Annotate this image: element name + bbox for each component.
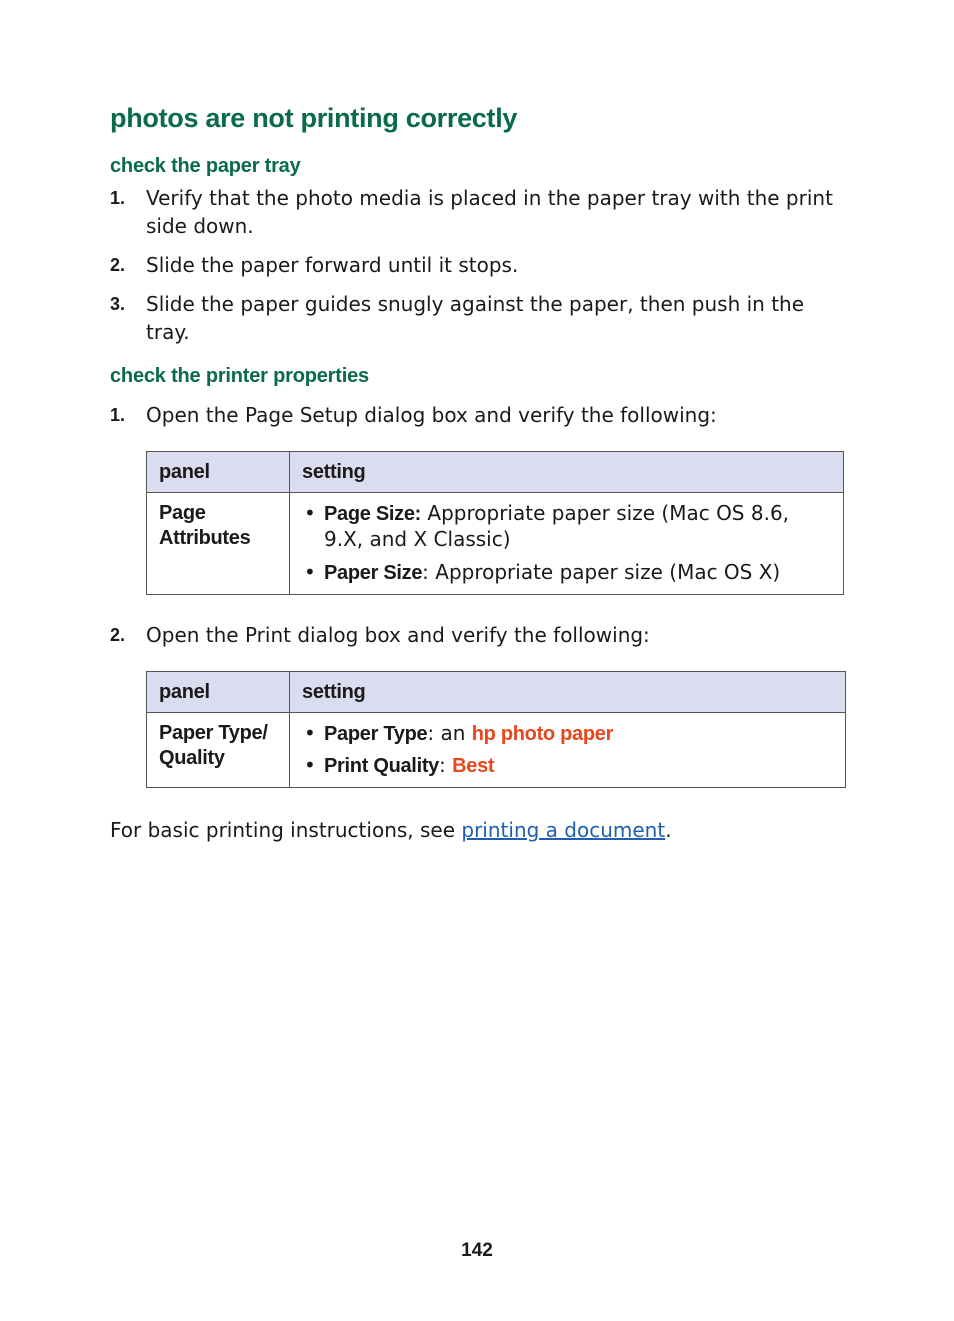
section-heading-printer-properties: check the printer properties xyxy=(110,365,369,387)
table-header-panel: panel xyxy=(147,452,290,493)
setting-term: Paper Type xyxy=(324,723,428,745)
printer-properties-step-2 xyxy=(110,621,846,649)
bullet-icon: • xyxy=(304,501,316,525)
step-text: Slide the paper guides snugly against the paper, then push in the tray. xyxy=(146,292,805,344)
step-text: Open the Print dialog box and verify the following: xyxy=(146,623,650,647)
table-row xyxy=(147,493,844,595)
step-text: Slide the paper forward until it stops. xyxy=(146,253,519,277)
list-item xyxy=(110,290,846,346)
paragraph-suffix: . xyxy=(665,818,672,842)
setting-separator: : an xyxy=(427,721,472,745)
setting-value: Best xyxy=(452,755,495,777)
list-item xyxy=(302,560,831,586)
paragraph-prefix: For basic printing instructions, see xyxy=(110,818,462,842)
panel-cell: Page Attributes xyxy=(147,493,290,595)
setting-bullets xyxy=(302,721,833,779)
page-content xyxy=(110,98,846,844)
list-item xyxy=(110,251,846,279)
bullet-icon: • xyxy=(304,560,316,584)
paper-tray-steps xyxy=(110,184,846,346)
bullet-icon: • xyxy=(304,753,316,777)
bullet-icon: • xyxy=(304,721,316,745)
print-settings-table xyxy=(146,671,846,788)
table-header-setting: setting xyxy=(290,672,846,713)
step-number: 3. xyxy=(110,294,126,314)
printer-properties-step-1 xyxy=(110,401,846,429)
list-item xyxy=(302,501,831,552)
table-row xyxy=(147,713,846,788)
setting-term: Page Size: xyxy=(324,503,422,525)
table-header-row xyxy=(147,672,846,713)
list-item xyxy=(110,621,846,649)
page-number: 142 xyxy=(461,1240,493,1261)
setting-text: Appropriate paper size (Mac OS 8.6, 9.X, and X Classic) xyxy=(324,501,790,551)
basic-instructions-paragraph xyxy=(110,816,846,844)
step-text: Verify that the photo media is placed in the paper tray with the print side down. xyxy=(146,186,833,238)
setting-term: Paper Size xyxy=(324,562,423,584)
list-item xyxy=(110,184,846,240)
page-setup-settings-table xyxy=(146,451,844,595)
table-header-row xyxy=(147,452,844,493)
panel-cell: Paper Type/ Quality xyxy=(147,713,290,788)
setting-cell xyxy=(290,493,844,595)
setting-term: Print Quality xyxy=(324,755,440,777)
setting-value: hp photo paper xyxy=(471,723,614,745)
printing-document-link[interactable]: printing a document xyxy=(461,818,666,842)
step-number: 2. xyxy=(110,625,126,645)
setting-separator: : xyxy=(439,753,453,777)
list-item xyxy=(302,753,833,779)
list-item xyxy=(110,401,846,429)
setting-cell xyxy=(290,713,846,788)
section-heading-paper-tray: check the paper tray xyxy=(110,155,301,177)
setting-bullets xyxy=(302,501,831,586)
table-header-panel: panel xyxy=(147,672,290,713)
step-number: 1. xyxy=(110,188,126,208)
setting-text: : Appropriate paper size (Mac OS X) xyxy=(422,560,781,584)
list-item xyxy=(302,721,833,747)
step-number: 2. xyxy=(110,255,126,275)
page-title: photos are not printing correctly xyxy=(110,103,518,133)
step-text: Open the Page Setup dialog box and verify the following: xyxy=(146,403,717,427)
step-number: 1. xyxy=(110,405,126,425)
table-header-setting: setting xyxy=(290,452,844,493)
